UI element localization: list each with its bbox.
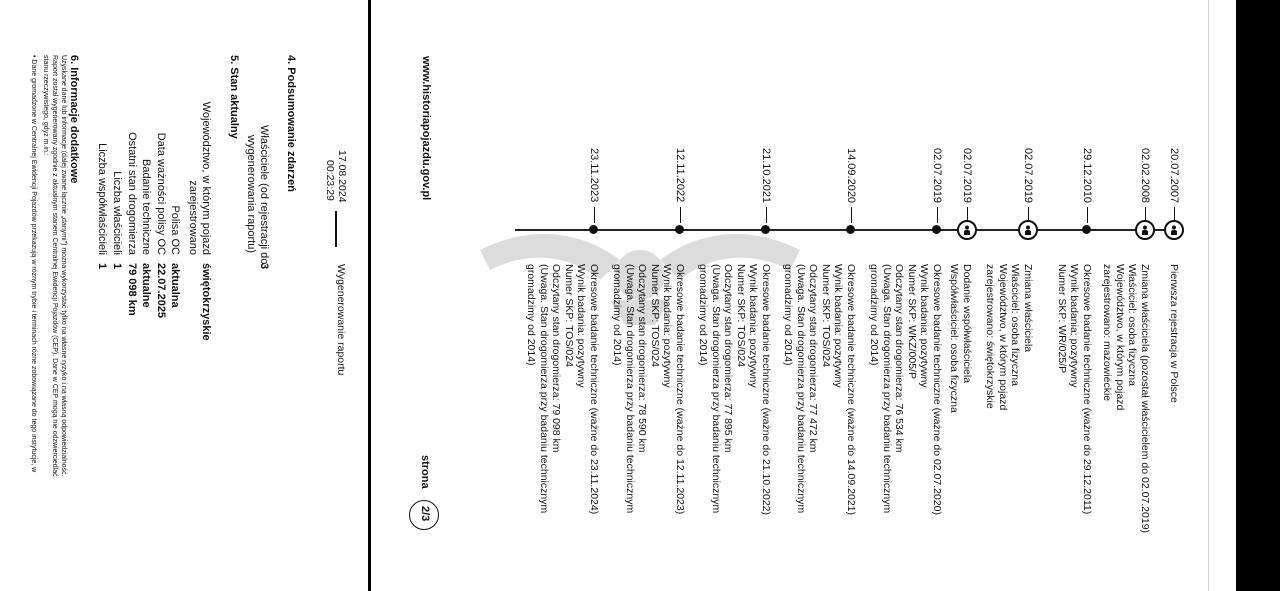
timeline-line: Wynik badania: pozytywny xyxy=(747,264,760,388)
timeline-date: 14.09.2020 xyxy=(845,148,857,204)
timeline-description xyxy=(611,264,686,514)
timeline-line: (Uwaga. Stan drogomierza przy badaniu technicznym xyxy=(538,264,550,514)
timeline-line: Wynik badania: pozytywny xyxy=(575,264,588,388)
timeline-line: Numer SKP: TOS/024 xyxy=(735,264,747,367)
timeline-axis xyxy=(515,229,1170,231)
state-label: Polisa OC xyxy=(169,205,181,255)
timeline-line: Zmiana właściciela xyxy=(1022,264,1034,353)
timeline-line: Numer SKP: TOS/024 xyxy=(820,264,832,367)
timeline-line: Wynik badania: pozytywny xyxy=(1068,264,1081,388)
timeline-line: Odczytany stan drogomierza: 78 590 km xyxy=(636,264,649,453)
timeline-connector xyxy=(680,207,681,223)
state-value: 22.07.2025 xyxy=(155,263,167,319)
state-value: aktualna xyxy=(169,263,181,308)
timeline-line: Okresowe badanie techniczne (ważne do 23.11.2024) xyxy=(588,264,600,515)
owner-change-icon xyxy=(957,220,977,240)
timeline-description xyxy=(782,264,857,515)
state-value: aktualne xyxy=(140,263,152,308)
inspection-dot-icon xyxy=(589,225,598,234)
timeline-line: Województwo, w którym pojazd xyxy=(1114,264,1126,411)
timeline-line: Wynik badania: pozytywny xyxy=(918,264,931,388)
report-connector xyxy=(335,211,337,247)
report-label: Wygenerowanie raportu xyxy=(335,264,347,376)
report-date: 17.08.2024 xyxy=(336,150,348,203)
timeline-line: zarejestrowano: świętokrzyskie xyxy=(984,264,997,409)
state-label: Badanie techniczne xyxy=(140,158,152,255)
info-line: stanu rzeczywistego, gdyż m.in.: xyxy=(42,55,49,156)
owners-label-2: wygenerowania raportu) xyxy=(245,135,257,254)
timeline-description xyxy=(1101,264,1151,533)
inspection-dot-icon xyxy=(846,225,855,234)
owners-label-1: Właściciele (od rejestracji do xyxy=(258,125,270,265)
timeline-line: gromadzimy od 2014) xyxy=(697,264,710,366)
inspection-dot-icon xyxy=(932,225,941,234)
state-value: 79 098 km xyxy=(126,263,138,316)
summary-heading: 4. Podsumowanie zdarzeń xyxy=(285,55,297,192)
state-label: Liczba właścicieli xyxy=(111,171,123,255)
timeline-date: 23.11.2023 xyxy=(588,148,600,203)
timeline-line: Odczytany stan drogomierza: 77 895 km xyxy=(722,264,735,453)
timeline-line: (Uwaga. Stan drogomierza przy badaniu technicznym xyxy=(881,264,893,514)
timeline-line: Okresowe badanie techniczne (ważne do 21.10.2022) xyxy=(760,264,772,515)
timeline-line: Okresowe badanie techniczne (ważne do 02.07.2020) xyxy=(931,264,943,515)
timeline-line: Województwo, w którym pojazd xyxy=(997,264,1009,411)
timeline-line: Wynik badania: pozytywny xyxy=(661,264,674,388)
timeline-description xyxy=(697,264,772,515)
timeline-connector xyxy=(594,207,595,223)
report-time: 00:23:29 xyxy=(324,160,336,201)
timeline-line: zarejestrowano: mazowieckie xyxy=(1101,264,1114,402)
timeline-line: Pierwsza rejestracja w Polsce xyxy=(1168,264,1180,403)
timeline-line: Numer SKP: WKZ/005/P xyxy=(906,264,918,379)
state-value: 1 xyxy=(96,263,108,270)
page-label: strona xyxy=(419,455,431,489)
timeline-line: Zmiana właściciela (pozostał właścicielem do 02.07.2019) xyxy=(1139,264,1151,534)
timeline-line: (Uwaga. Stan drogomierza przy badaniu technicznym xyxy=(710,264,722,514)
timeline-line: Okresowe badanie techniczne (ważne do 29.12.2011) xyxy=(1081,264,1093,515)
timeline-date: 21.10.2021 xyxy=(760,148,772,204)
timeline-line: Numer SKP: TOS/024 xyxy=(563,264,575,367)
timeline-line: Współwłaściciel: osoba fizyczna xyxy=(948,264,961,413)
inspection-dot-icon xyxy=(761,225,770,234)
inspection-dot-icon xyxy=(675,225,684,234)
timeline-line: Odczytany stan drogomierza: 76 534 km xyxy=(893,264,906,453)
additional-info-heading: 6. Informacje dodatkowe xyxy=(68,55,80,184)
page-edge-line xyxy=(1208,0,1209,591)
inspection-dot-icon xyxy=(1082,225,1091,234)
owner-change-icon xyxy=(1135,220,1155,240)
timeline-line: Właściciel: osoba fizyczna xyxy=(1009,264,1022,386)
owner-change-icon xyxy=(1164,220,1184,240)
website-url: www.historiapojazdu.gov.pl xyxy=(420,56,432,201)
timeline-date: 02.07.2019 xyxy=(961,148,973,204)
state-label: zarejestrowano xyxy=(187,180,199,255)
info-line: Raport został wygenerowany zgodnie z aktualnym stanem Centralnej Ewidencji Pojazdów (CEP). Dane w CEP mogą nie odzwierciedlać xyxy=(51,55,58,477)
page-border xyxy=(368,0,371,591)
timeline-description xyxy=(1168,264,1181,403)
timeline-line: Odczytany stan drogomierza: 77 472 km xyxy=(807,264,820,453)
timeline-description xyxy=(1056,264,1094,514)
timeline-line: Numer SKP: TOS/024 xyxy=(649,264,661,367)
info-line: Uzyskane dane lub informacje (dalej zwane łącznie „danymi") można wykorzystać tylko na własne ryzyko i na własną odpowiedzialność. xyxy=(60,55,67,477)
state-value: świętokrzyskie xyxy=(200,263,212,341)
timeline-line: gromadzimy od 2014) xyxy=(868,264,881,366)
state-label: Ostatni stan drogomierza xyxy=(126,132,138,255)
timeline-description xyxy=(525,264,600,514)
timeline-date: 20.07.2007 xyxy=(1168,148,1180,204)
timeline-description xyxy=(948,264,973,413)
timeline-line: (Uwaga. Stan drogomierza przy badaniu technicznym xyxy=(795,264,807,514)
timeline-line: gromadzimy od 2014) xyxy=(782,264,795,366)
timeline-line: Dodanie współwłaściciela xyxy=(961,264,973,384)
timeline-date: 12.11.2022 xyxy=(674,148,686,203)
right-black-margin xyxy=(1236,0,1280,591)
timeline-description xyxy=(984,264,1034,410)
timeline-line: Wynik badania: pozytywny xyxy=(832,264,845,388)
timeline-connector xyxy=(1087,207,1088,223)
timeline-date: 02.02.2008 xyxy=(1139,148,1151,204)
timeline-connector xyxy=(766,207,767,223)
state-value: 1 xyxy=(111,263,123,270)
timeline-line: Właściciel: osoba fizyczna xyxy=(1126,264,1139,386)
owner-change-icon xyxy=(1018,220,1038,240)
timeline-date: 02.07.2019 xyxy=(1022,148,1034,204)
info-line: • Dane gromadzone w Centralnej Ewidencji Pojazdów przekazują w różnym trybie i terminach różne zobowiązane do tego instytucje, w xyxy=(30,55,37,473)
timeline-connector xyxy=(937,207,938,223)
timeline-line: Numer SKP: WR/025/P xyxy=(1056,264,1068,374)
timeline-line: Okresowe badanie techniczne (ważne do 14.09.2021) xyxy=(845,264,857,515)
state-label: Data ważności polisy OC xyxy=(155,132,167,255)
timeline-date: 29.12.2010 xyxy=(1081,148,1093,204)
timeline-connector xyxy=(851,207,852,223)
timeline-line: gromadzimy od 2014) xyxy=(611,264,624,366)
page-number-badge xyxy=(409,500,439,530)
state-label: Województwo, w którym pojazd xyxy=(200,101,212,255)
timeline-line: (Uwaga. Stan drogomierza przy badaniu technicznym xyxy=(624,264,636,514)
timeline-line: Odczytany stan drogomierza: 79 098 km xyxy=(550,264,563,453)
state-label: Liczba współwłaścicieli xyxy=(96,143,108,255)
owners-value: 3 xyxy=(258,263,270,270)
page-number: 2/3 xyxy=(419,506,431,522)
timeline-date: 02.07.2019 xyxy=(931,148,943,204)
timeline-description xyxy=(868,264,943,515)
timeline-line: gromadzimy od 2014) xyxy=(525,264,538,366)
current-state-heading: 5. Stan aktualny xyxy=(228,55,240,139)
timeline-line: Okresowe badanie techniczne (ważne do 12.11.2023) xyxy=(674,264,686,515)
